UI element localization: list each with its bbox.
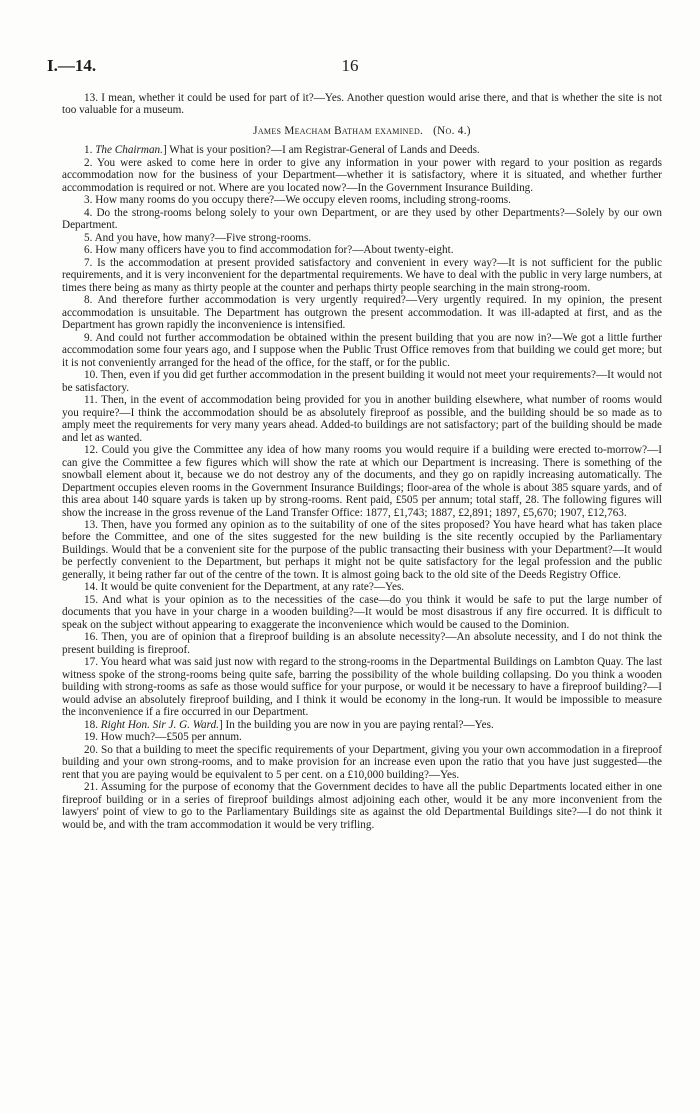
paragraph-1 — [62, 144, 662, 156]
paragraph-17: 17. You heard what was said just now with regard to the strong-rooms in the Departmental Buildings on Lambton Quay. The last witness spoke of the strong-rooms being quite safe, barring the possibility of the whole building collapsing. Do you think a wooden building with strong-rooms as safe as those would suffice for your purpose, or would it be necessary to have a fireproof building?—I would advise an absolutely fireproof building, and I think it would be economy in the long-run. It would be impossible to measure the inconvenience if a fire occurred in our Department. — [62, 656, 662, 719]
paragraph-5: 5. And you have, how many?—Five strong-rooms. — [84, 231, 312, 244]
paragraph-text: ] What is your position?—I am Registrar-General of Lands and Deeds. — [162, 144, 480, 157]
paragraph-3: 3. How many rooms do you occupy there?—We occupy eleven rooms, including strong-rooms. — [84, 194, 511, 207]
paragraph-2: 2. You were asked to come here in order to give any information in your power with regard to your position as regards accommodation now for the business of your Department—whether it is satisfactory, where it is situated, and whether further accommodation is required or not. Where are you located now?—In the Government Insurance Building. — [62, 156, 662, 194]
paragraph-15: 15. And what is your opinion as to the necessities of the case—do you think it would be safe to put the large number of documents that you have in your charge in a wooden building?—It would be most disastrous if any fire occurred. It is difficult to speak on the subject without appearing to exaggerate the inconvenience which would be caused to the Dominion. — [62, 593, 662, 631]
paragraph-18 — [62, 719, 662, 731]
document-reference: I.—14. — [47, 56, 97, 75]
question-number: 18. — [84, 718, 98, 731]
paragraph-13: 13. Then, have you formed any opinion as to the suitability of one of the sites proposed? You have heard what has taken place before the Committee, and one of the sites suggested for the new building is the site recently occupied by the Parliamentary Buildings. Would that be a convenient site for the purpose of the public transacting their business with your Department?—It would be perfectly convenient to the Department, but perhaps it might not be quite satisfactory for the legal profession and the public generally, it being rather far out of the centre of the town. It is almost going back to the old site of the Deeds Registry Office. — [62, 518, 662, 581]
question-number: 1. — [84, 144, 93, 157]
witness-name: James Meacham Batham examined. — [253, 124, 424, 137]
paragraph-13-intro: 13. I mean, whether it could be used for part of it?—Yes. Another question would arise there, and that is whether the site is not too valuable for a museum. — [62, 92, 662, 117]
paragraph-12: 12. Could you give the Committee any idea of how many rooms you would require if a building were erected to-morrow?—I can give the Committee a few figures which will show the rate at which our Department is increasing. There is something of the snowball element about it, because we do not destroy any of the documents, and they go on rapidly increasing automatically. The Department occupies eleven rooms in the Government Insurance Buildings; floor-area of the whole is about 385 square yards, and of this area about 140 square yards is taken up by strong-rooms. Rent paid, £505 per annum; total staff, 28. The following figures will show the increase in the gross revenue of the Land Transfer Office: 1877, £1,743; 1887, £2,891; 1897, £5,670; 1907, £12,763. — [62, 444, 662, 519]
paragraph-10: 10. Then, even if you did get further accommodation in the present building it would not meet your requirements?—It would not be satisfactory. — [62, 369, 662, 394]
page-number: 16 — [341, 56, 359, 75]
paragraph-8: 8. And therefore further accommodation is very urgently required?—Very urgently required. In my opinion, the present accommodation is unsuitable. The Department has outgrown the present accommodation. It was ill-adapted at first, and as the Department has grown rapidly the inconvenience is intensified. — [62, 294, 662, 332]
paragraph-16: 16. Then, you are of opinion that a fireproof building is an absolute necessity?—An absolute necessity, and I do not think the present building is fireproof. — [62, 631, 662, 656]
paragraph-20: 20. So that a building to meet the specific requirements of your Department, giving you your own accommodation in a fireproof building and your own strong-rooms, and to make provision for an increase even upon the ratio that you have just suggested—the rent that you are paying would be equivalent to 5 per cent. on a £10,000 building?—Yes. — [62, 743, 662, 781]
speaker-name: The Chairman. — [95, 144, 163, 157]
paragraph-11: 11. Then, in the event of accommodation being provided for you in another building elsewhere, what number of rooms would you require?—I think the accommodation should be as absolutely fireproof as possible, and the building should be so made as to amply meet the requirements for very many years ahead. Added-to buildings are not satisfactory; part of the building should be made and let as wanted. — [62, 394, 662, 444]
paragraph-7: 7. Is the accommodation at present provided satisfactory and convenient in every way?—It is not sufficient for the public requirements, and it is very inconvenient for the departmental requirements. We have to deal with the public in very large numbers, at times there being as many as thirty people at the counter and perhaps thirty people searching in the main strong-room. — [62, 256, 662, 294]
paragraph-text: ] In the building you are now in you are paying rental?—Yes. — [218, 718, 494, 731]
paragraph-21: 21. Assuming for the purpose of economy that the Government decides to have all the public Departments located either in one fireproof building or in a series of fireproof buildings almost adjoining each other, would it be any more inconvenient from the lawyers' point of view to go to the Parliamentary Buildings site as against the old Departmental Buildings site?—I do not think it would be, and with the tram accommodation it would be very trifling. — [62, 781, 662, 831]
document-body — [62, 92, 662, 831]
witness-heading — [62, 125, 662, 137]
witness-number: (No. 4.) — [433, 124, 471, 137]
speaker-name: Right Hon. Sir J. G. Ward. — [100, 718, 219, 731]
paragraph-9: 9. And could not further accommodation be obtained within the present building that you are now in?—We got a little further accommodation some four years ago, and I suppose when the Public Trust Office removes from that building we could get more; but it is not conveniently arranged for the head of the office, for the staff, or for the public. — [62, 331, 662, 369]
paragraph-19: 19. How much?—£505 per annum. — [84, 731, 242, 744]
paragraph-4: 4. Do the strong-rooms belong solely to your own Department, or are they used by other Departments?—Solely by our own Department. — [62, 206, 662, 232]
paragraph-14: 14. It would be quite convenient for the Department, at any rate?—Yes. — [84, 581, 405, 594]
paragraph-6: 6. How many officers have you to find accommodation for?—About twenty-eight. — [84, 244, 454, 257]
